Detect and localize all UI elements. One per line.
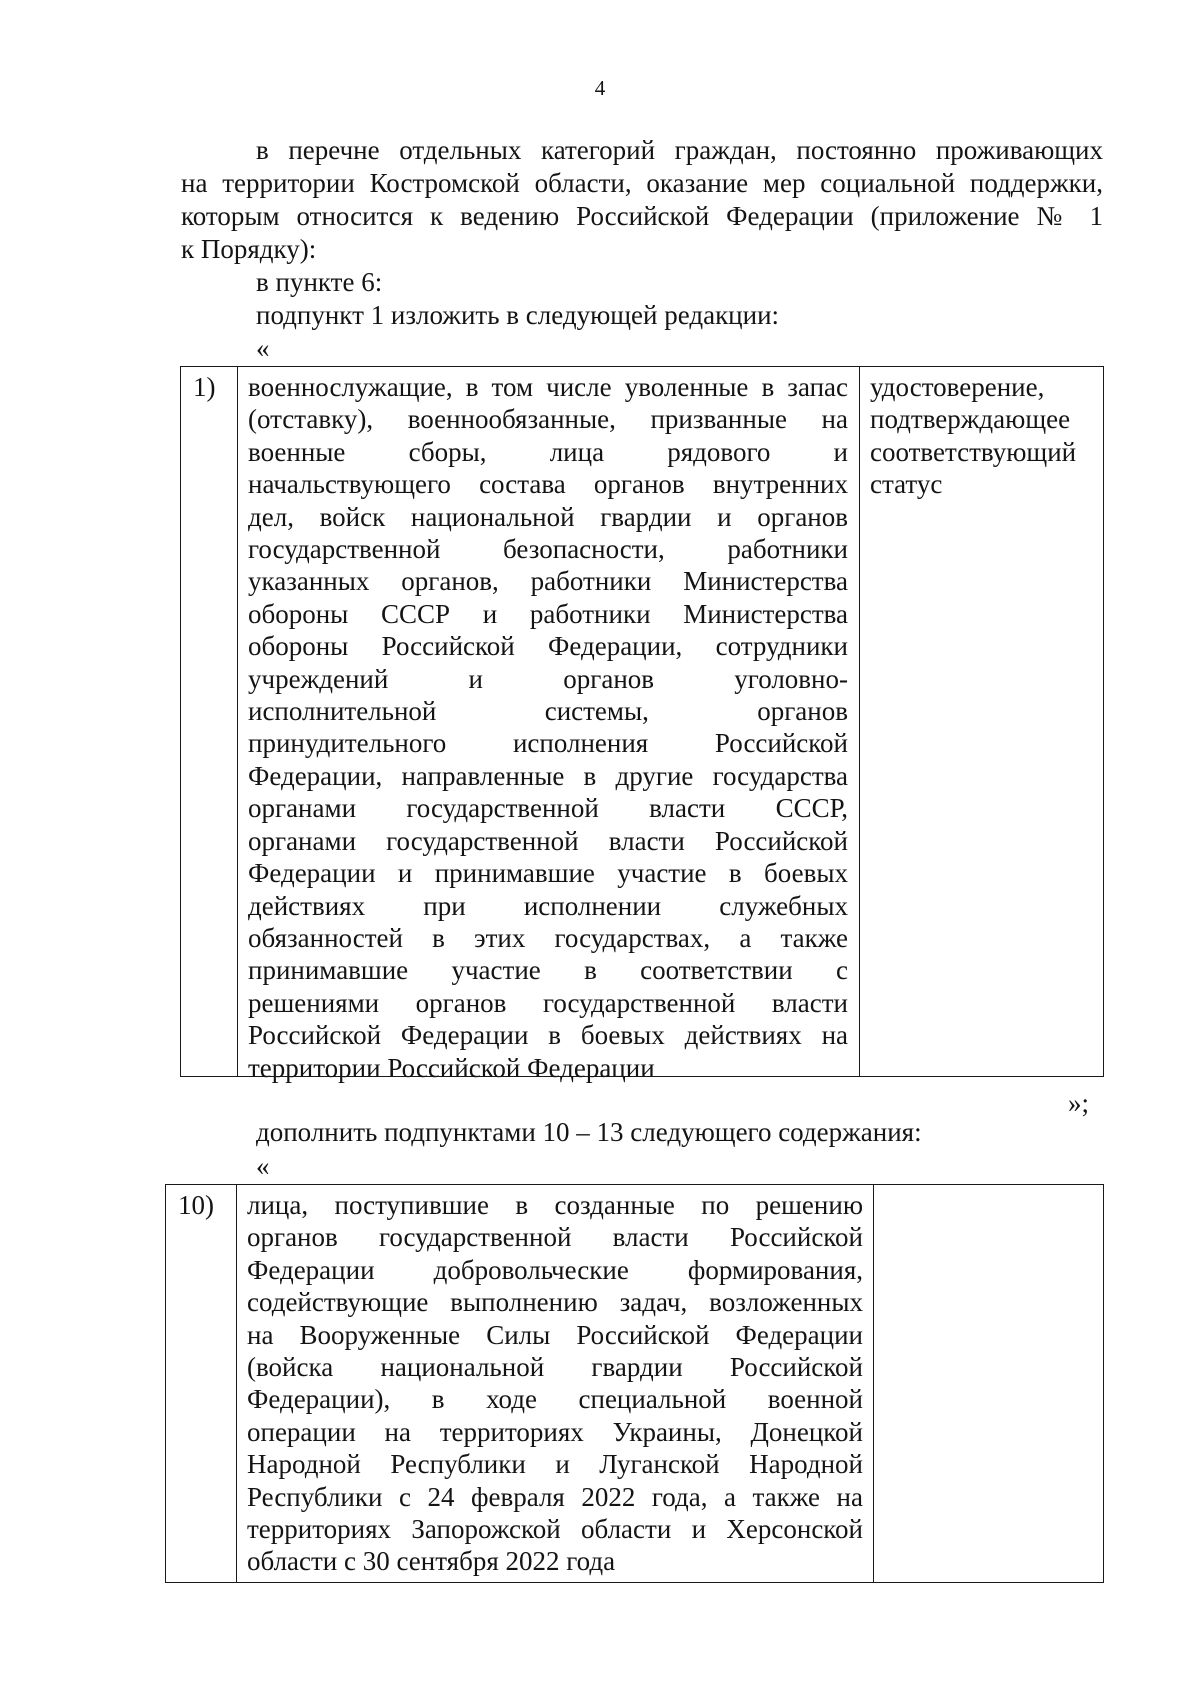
category-line: Федерации и принимавшие участие в боевых (248, 858, 848, 889)
table-1 (180, 366, 1104, 1083)
open-quote-2: « (256, 1151, 270, 1181)
category-line: указанных органов, работники Министерства (248, 566, 848, 597)
category-line: решениями органов государственной власти (248, 987, 848, 1018)
category-line: Народной Республики и Луганской Народной (247, 1449, 863, 1480)
intro-line-3: которым относится к ведению Российской Федерации (приложение № 1 (181, 201, 1103, 231)
category-line: операции на территориях Украины, Донецкой (247, 1416, 863, 1447)
category-line: содействующие выполнению задач, возложенных (247, 1287, 863, 1318)
table-1-divider-b (859, 367, 860, 1076)
document-line: соответствующий (870, 436, 1077, 467)
category-line: территории Российской Федерации (248, 1052, 655, 1083)
category-line: Федерации добровольческие формирования, (247, 1254, 863, 1285)
category-line: исполнительной системы, органов (248, 696, 848, 727)
category-line: области с 30 сентября 2022 года (247, 1546, 616, 1577)
category-line: органами государственной власти Российской (248, 825, 848, 856)
category-line: Российской Федерации в боевых действиях на (248, 1020, 848, 1051)
category-line: (отставку), военнообязанные, призванные на (248, 404, 848, 435)
category-line: на Вооруженные Силы Российской Федерации (247, 1319, 863, 1350)
table-2-divider-b (873, 1185, 874, 1582)
category-line: территориях Запорожской области и Херсонской (247, 1514, 863, 1545)
category-line: обороны СССР и работники Министерства (248, 598, 848, 629)
category-line: органов государственной власти Российской (247, 1222, 863, 1253)
category-line: принимавшие участие в соответствии с (248, 955, 848, 986)
category-line: Республики с 24 февраля 2022 года, а также на (247, 1481, 863, 1512)
document-line: статус (870, 469, 943, 500)
table-1-divider-a (237, 367, 238, 1076)
table-1-category-cell (248, 371, 848, 1084)
document-line: подтверждающее (870, 404, 1071, 435)
category-line: военные сборы, лица рядового и (248, 436, 848, 467)
open-quote-1: « (256, 333, 270, 363)
table-2 (165, 1184, 1104, 1583)
subpoint-instruction: подпункт 1 изложить в следующей редакции: (256, 300, 780, 330)
table-2-divider-a (236, 1185, 237, 1582)
category-line: Федерации), в ходе специальной военной (247, 1384, 863, 1415)
category-line: обязанностей в этих государствах, а также (248, 922, 848, 953)
category-line: действиях при исполнении служебных (248, 890, 848, 921)
category-line: начальствующего состава органов внутренних (248, 469, 848, 500)
point-label: в пункте 6: (256, 267, 383, 297)
intro-line-2: на территории Костромской области, оказание мер социальной поддержки, (181, 168, 1103, 198)
table-2-row-number: 10) (178, 1190, 214, 1220)
table-1-row-number: 1) (193, 372, 216, 402)
category-line: военнослужащие, в том числе уволенные в запас (248, 372, 848, 402)
close-quote-1: »; (1068, 1088, 1090, 1118)
category-line: учреждений и органов уголовно- (248, 663, 848, 694)
intro-line-4: к Порядку): (181, 234, 317, 264)
add-instruction: дополнить подпунктами 10 – 13 следующего содержания: (256, 1117, 922, 1147)
table-1-document-cell (870, 371, 1098, 501)
category-line: государственной безопасности, работники (248, 534, 848, 565)
category-line: Федерации, направленные в другие государства (248, 760, 848, 791)
category-line: лица, поступившие в созданные по решению (247, 1190, 863, 1220)
table-2-category-cell (247, 1189, 863, 1578)
category-line: дел, войск национальной гвардии и органов (248, 501, 848, 532)
category-line: принудительного исполнения Российской (248, 728, 848, 759)
document-line: удостоверение, (870, 372, 1045, 402)
category-line: (войска национальной гвардии Российской (247, 1352, 863, 1383)
page-number: 4 (594, 76, 606, 100)
category-line: обороны Российской Федерации, сотрудники (248, 631, 848, 662)
category-line: органами государственной власти СССР, (248, 793, 848, 824)
intro-line-1: в перечне отдельных категорий граждан, постоянно проживающих (256, 135, 1103, 165)
